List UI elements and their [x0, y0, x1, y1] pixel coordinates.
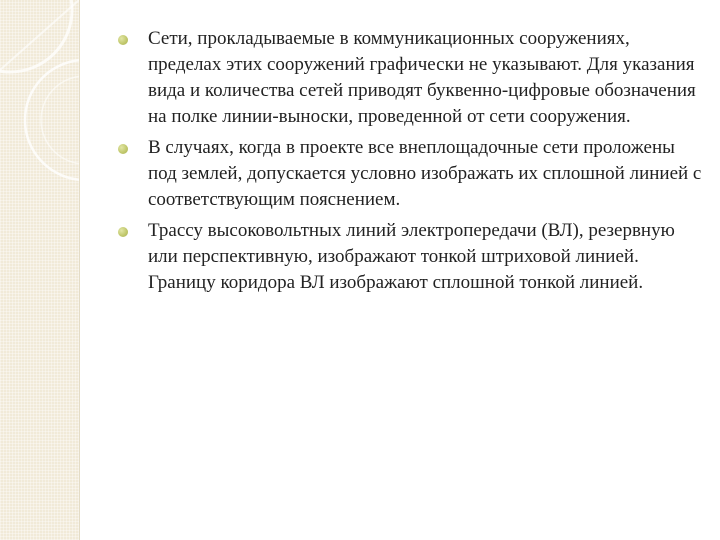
bullet-dot-icon: [118, 35, 128, 45]
slide-content: [118, 26, 703, 301]
bullet-text-1: Сети, прокладываемые в коммуникационных сооружениях, пределах этих сооружений графически не указывают. Для указания вида и количества сетей приводят буквенно-цифровые обозначения на полке линии-выноски, проведенной от сети сооружения.: [148, 28, 696, 127]
bullet-item-3: [118, 218, 703, 296]
decorative-side-panel: [0, 0, 80, 540]
bullet-text-3: Трассу высоковольтных линий электропередачи (ВЛ), резервную или перспективную, изображают тонкой штриховой линией. Границу коридора ВЛ изображают сплошной тонкой линией.: [148, 220, 675, 293]
bullet-dot-icon: [118, 144, 128, 154]
bullet-dot-icon: [118, 227, 128, 237]
bullet-item-2: [118, 135, 703, 213]
bullet-text-2: В случаях, когда в проекте все внеплощадочные сети проложены под землей, допускается условно изображать их сплошной линией с соответствующим пояснением.: [148, 137, 702, 210]
bullet-item-1: [118, 26, 703, 130]
bullet-list: [118, 26, 703, 296]
decorative-circles: [0, 0, 79, 540]
